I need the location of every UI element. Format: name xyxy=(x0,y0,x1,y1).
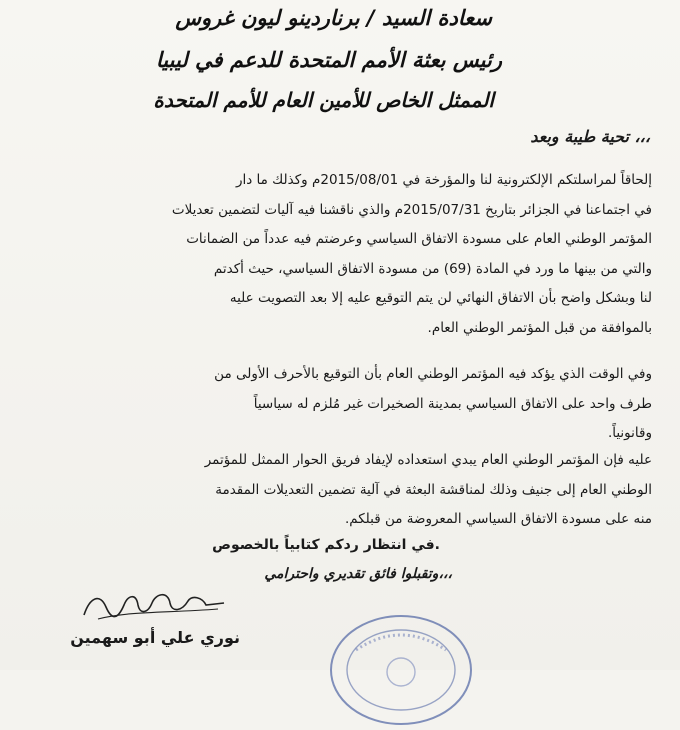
paragraph-line: وفي الوقت الذي يؤكد فيه المؤتمر الوطني العام بأن التوقيع بالأحرف الأولى من xyxy=(214,366,652,382)
greeting: تحية طيبة وبعد ،،، xyxy=(530,127,650,146)
handwritten-signature xyxy=(78,585,228,625)
paragraph-2 xyxy=(22,360,652,449)
recipient-title-line: رئيس بعثة الأمم المتحدة للدعم في ليبيا xyxy=(155,48,502,72)
paragraph-line: في اجتماعنا في الجزائر بتاريخ 2015/07/31م والذي ناقشنا فيه آليات لتضمين تعديلات xyxy=(171,201,652,218)
paragraph-line: وقانونياً. xyxy=(607,425,652,441)
paragraph-line: لنا وبشكل واضح بأن الاتفاق النهائي لن يتم التوقيع عليه إلا بعد التصويت عليه xyxy=(229,290,652,306)
paragraph-line: الوطني العام إلى جنيف وذلك لمناقشة البعثة في آلية تضمين التعديلات المقدمة xyxy=(215,481,652,498)
paragraph-line: طرف واحد على الاتفاق السياسي بمدينة الصخيرات غير مُلزم له سياسياً xyxy=(253,395,652,412)
paragraph-line: والتي من بينها ما ورد في المادة (69) من مسودة الاتفاق السياسي، حيث أكدتم xyxy=(213,260,652,277)
recipient-line: سعادة السيد / برناردينو ليون غروس xyxy=(175,6,492,30)
official-stamp xyxy=(326,610,476,730)
paragraph-3 xyxy=(22,446,652,535)
paragraph-line: منه على مسودة الاتفاق السياسي المعروضة من قبلكم. xyxy=(344,511,652,527)
paragraph-line: إلحاقاً لمراسلتكم الإلكترونية لنا والمؤرخة في 2015/08/01م وكذلك ما دار xyxy=(235,172,652,188)
paragraph-1 xyxy=(22,166,652,343)
paragraph-line: المؤتمر الوطني العام على مسودة الاتفاق السياسي وعرضتم فيه عدداً من الضمانات xyxy=(186,231,652,247)
closing-request: في انتظار ردكم كتابياً بالخصوص. xyxy=(212,537,440,553)
closing-regards: وتقبلوا فائق تقديري واحترامي،،، xyxy=(264,566,452,582)
paragraph-line: عليه فإن المؤتمر الوطني العام يبدي استعداده لإيفاد فريق الحوار الممثل للمؤتمر xyxy=(204,452,652,468)
paragraph-line: بالموافقة من قبل المؤتمر الوطني العام. xyxy=(427,319,652,336)
signatory-name: نوري علي أبو سهمين xyxy=(70,628,240,647)
recipient-role-line: الممثل الخاص للأمين العام للأمم المتحدة xyxy=(153,88,494,112)
